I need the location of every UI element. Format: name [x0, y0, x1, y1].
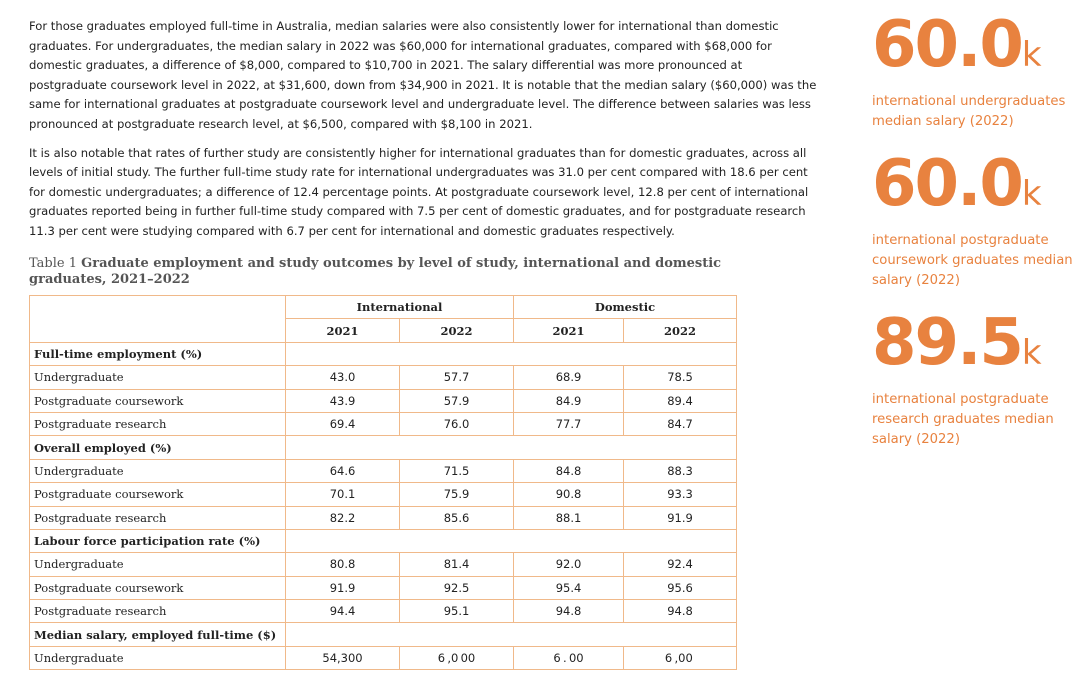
stat-callout: [872, 306, 1077, 450]
table-cell: 68.9: [514, 366, 624, 389]
table-cell: 6 ,00: [624, 646, 737, 669]
table-section-row: [30, 623, 737, 646]
table-cell: 88.1: [514, 506, 624, 529]
stat-label: international undergraduates median salary (2022): [872, 94, 1066, 129]
table-cell: 95.1: [400, 600, 514, 623]
table-cell: 57.7: [400, 366, 514, 389]
table-row: [30, 576, 737, 599]
group-header-domestic: Domestic: [514, 296, 737, 319]
stat-label: international postgraduate research graduates median salary (2022): [872, 392, 1054, 447]
table-cell: 69.4: [286, 412, 400, 435]
table-cell: 43.9: [286, 389, 400, 412]
table-row: [30, 389, 737, 412]
table-row: [30, 483, 737, 506]
table-row-label: Undergraduate: [30, 366, 286, 389]
stat-value: [872, 147, 1077, 231]
table-cell: 90.8: [514, 483, 624, 506]
table-cell: 88.3: [624, 459, 737, 482]
stat-number: 60.0: [872, 8, 1022, 82]
year-header: 2021: [286, 319, 400, 342]
body-paragraph: It is also notable that rates of further study are consistently higher for international graduates than for domestic graduates, across all levels of initial study. The further full-time study rate for international undergraduates was 31.0 per cent compared with 18.6 per cent for domestic undergraduates; a difference of 12.4 percentage points. At postgraduate coursework level, 12.8 per cent of international graduates reported being in further full-time study compared with 7.5 per cent of domestic graduates, and for postgraduate research 11.3 per cent were studying compared with 6.7 per cent for international and domestic graduates respectively.: [29, 145, 809, 238]
stats-sidebar: [872, 8, 1077, 465]
table-section-spacer: [286, 436, 737, 459]
table-corner-cell: [30, 296, 286, 343]
table-cell: 6 . 00: [514, 646, 624, 669]
table-body: [30, 342, 737, 669]
table-cell: 95.6: [624, 576, 737, 599]
table-row: [30, 600, 737, 623]
group-header-international: International: [286, 296, 514, 319]
table-row-label: Undergraduate: [30, 553, 286, 576]
table-section-title: Labour force participation rate (%): [30, 529, 286, 552]
table-cell: 84.7: [624, 412, 737, 435]
table-row-label: Postgraduate research: [30, 412, 286, 435]
table-cell: 92.5: [400, 576, 514, 599]
table-cell: 82.2: [286, 506, 400, 529]
table-row: [30, 366, 737, 389]
table-cell: 76.0: [400, 412, 514, 435]
table-row-label: Undergraduate: [30, 646, 286, 669]
table-cell: 89.4: [624, 389, 737, 412]
table-row-label: Postgraduate coursework: [30, 389, 286, 412]
table-cell: 70.1: [286, 483, 400, 506]
body-paragraph: For those graduates employed full-time in Australia, median salaries were also consistently lower for international than domestic graduates. For undergraduates, the median salary in 2022 was $60,000 for international graduates, compared with $68,000 for domestic graduates, a difference of $8,000, compared to $10,700 in 2021. The salary differential was more pronounced at postgraduate coursework level in 2022, at $31,600, down from $34,900 in 2021. It is notable that the median salary ($60,000) was the same for international graduates at postgraduate coursework level and undergraduate level. The difference between salaries was less pronounced at postgraduate research level, at $6,500, compared with $8,100 in 2021.: [29, 19, 817, 131]
table-cell: 81.4: [400, 553, 514, 576]
stat-callout: [872, 147, 1077, 291]
table-cell: 94.4: [286, 600, 400, 623]
table-cell: 85.6: [400, 506, 514, 529]
table-section-title: Median salary, employed full-time ($): [30, 623, 286, 646]
table-row: [30, 459, 737, 482]
table-cell: 94.8: [624, 600, 737, 623]
table-row-label: Postgraduate coursework: [30, 576, 286, 599]
table-cell: 94.8: [514, 600, 624, 623]
table-cell: 91.9: [286, 576, 400, 599]
table-cell: 77.7: [514, 412, 624, 435]
table-row-label: Postgraduate coursework: [30, 483, 286, 506]
table-cell: 43.0: [286, 366, 400, 389]
table-row-label: Undergraduate: [30, 459, 286, 482]
table-cell: 75.9: [400, 483, 514, 506]
table-section-row: [30, 342, 737, 365]
table-cell: 80.8: [286, 553, 400, 576]
table-caption-title: Graduate employment and study outcomes by level of study, international and domestic graduates, 2021–2022: [29, 255, 722, 287]
table-section-title: Full-time employment (%): [30, 342, 286, 365]
table-group-header-row: [30, 296, 737, 319]
table-cell: 84.9: [514, 389, 624, 412]
table-section-spacer: [286, 342, 737, 365]
table-cell: 92.4: [624, 553, 737, 576]
stat-label: international postgraduate coursework graduates median salary (2022): [872, 233, 1073, 288]
year-header: 2022: [400, 319, 514, 342]
table-cell: 71.5: [400, 459, 514, 482]
table-section-row: [30, 529, 737, 552]
table-section-spacer: [286, 529, 737, 552]
table-cell: 57.9: [400, 389, 514, 412]
table-caption: [29, 256, 729, 288]
stat-value: [872, 8, 1077, 92]
table-cell: 92.0: [514, 553, 624, 576]
stat-number: 89.5: [872, 306, 1022, 380]
outcomes-table: [29, 295, 737, 670]
table-cell: 78.5: [624, 366, 737, 389]
year-header: 2022: [624, 319, 737, 342]
year-header: 2021: [514, 319, 624, 342]
table-cell: 95.4: [514, 576, 624, 599]
table-row: [30, 553, 737, 576]
stat-callout: [872, 8, 1077, 132]
table-row: [30, 506, 737, 529]
table-cell: 64.6: [286, 459, 400, 482]
table-cell: 84.8: [514, 459, 624, 482]
table-cell: 93.3: [624, 483, 737, 506]
stat-unit: k: [1021, 333, 1042, 373]
stat-unit: k: [1021, 35, 1042, 75]
table-row-label: Postgraduate research: [30, 506, 286, 529]
table-cell: 6 ,0 00: [400, 646, 514, 669]
table-row: [30, 412, 737, 435]
table-caption-label: Table 1: [29, 255, 77, 271]
table-section-spacer: [286, 623, 737, 646]
table-cell: 54,300: [286, 646, 400, 669]
stat-value: [872, 306, 1077, 390]
table-row-label: Postgraduate research: [30, 600, 286, 623]
table-section-title: Overall employed (%): [30, 436, 286, 459]
table-row: [30, 646, 737, 669]
table-section-row: [30, 436, 737, 459]
stat-unit: k: [1021, 174, 1042, 214]
main-content: [29, 17, 819, 288]
table-cell: 91.9: [624, 506, 737, 529]
stat-number: 60.0: [872, 147, 1022, 221]
